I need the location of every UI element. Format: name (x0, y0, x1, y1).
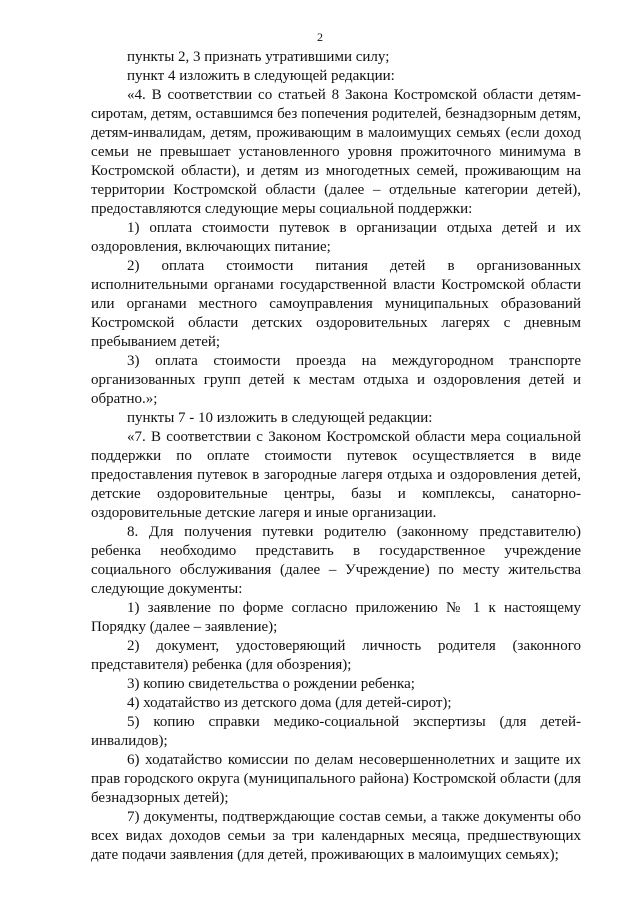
list-item-document-4: 4) ходатайство из детского дома (для детей-сирот); (127, 695, 452, 711)
list-item-measure-1: 1) оплата стоимости путевок в организации отдыха детей и их оздоровления, включающих питание; (91, 220, 581, 255)
list-item-document-1: 1) заявление по форме согласно приложению № 1 к настоящему Порядку (далее – заявление); (91, 600, 581, 635)
paragraph-clause-4-text: «4. В соответствии со статьей 8 Закона Костромской области детям-сиротам, детям, оставшимся без попечения родителей, безнадзорным детям, детям-инвалидам, детям, проживающим в малоимущих семьях (если доход семьи не превышает установленного уровня прожиточного минимума в Костромской области), и детям из многодетных семей, проживающим на территории Костромской области (далее – отдельные категории детей), предоставляются следующие меры социальной поддержки: (91, 87, 581, 217)
page-number: 2 (317, 30, 323, 44)
list-item-document-6: 6) ходатайство комиссии по делам несовершеннолетних и защите их прав городского округа (муниципального района) Костромской области (для безнадзорных детей); (91, 752, 581, 806)
list-item-measure-3: 3) оплата стоимости проезда на междугородном транспорте организованных групп детей к местам отдыха и оздоровления детей и обратно.»; (91, 353, 581, 407)
paragraph-clauses-7-10-intro: пункты 7 - 10 изложить в следующей редакции: (127, 410, 433, 426)
paragraph-clause-8-text: 8. Для получения путевки родителю (законному представителю) ребенка необходимо представить в государственное учреждение социального обслуживания (далее – Учреждение) по месту жительства следующие документы: (91, 524, 581, 597)
paragraph-clauses-repealed: пункты 2, 3 признать утратившими силу; (127, 49, 390, 65)
document-body (91, 48, 581, 865)
list-item-document-2: 2) документ, удостоверяющий личность родителя (законного представителя) ребенка (для обозрения); (91, 638, 581, 673)
list-item-measure-2: 2) оплата стоимости питания детей в организованных исполнительными органами государственной власти Костромской области или органами местного самоуправления муниципальных образований Костромской области детских оздоровительных лагерях с дневным пребыванием детей; (91, 258, 581, 350)
list-item-document-3: 3) копию свидетельства о рождении ребенка; (127, 676, 415, 692)
list-item-document-5: 5) копию справки медико-социальной экспертизы (для детей-инвалидов); (91, 714, 581, 749)
paragraph-clause-4-intro: пункт 4 изложить в следующей редакции: (127, 68, 395, 84)
list-item-document-7: 7) документы, подтверждающие состав семьи, а также документы обо всех видах доходов семьи за три календарных месяца, предшествующих дате подачи заявления (для детей, проживающих в малоимущих семьях); (91, 809, 581, 863)
paragraph-clause-7-text: «7. В соответствии с Законом Костромской области мера социальной поддержки по оплате стоимости путевок осуществляется в виде предоставления путевок в загородные лагеря отдыха и оздоровления детей, детские оздоровительные центры, базы и комплексы, санаторно-оздоровительные детские лагеря и иные организации. (91, 429, 581, 521)
